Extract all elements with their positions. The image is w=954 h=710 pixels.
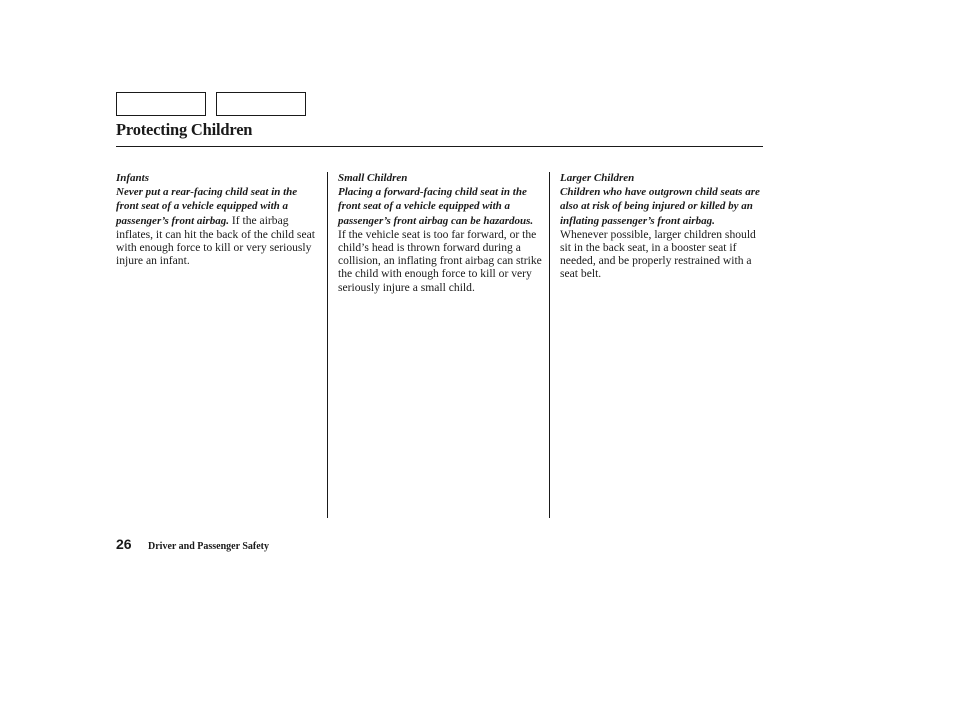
column-warning: Placing a forward-facing child seat in the front seat of a vehicle equipped with a passenger’s front airbag can be hazardous. bbox=[338, 186, 534, 227]
column-heading: Small Children bbox=[338, 172, 408, 184]
footer-section-title: Driver and Passenger Safety bbox=[148, 541, 270, 552]
nav-tab-box-2[interactable] bbox=[216, 92, 306, 116]
column-divider bbox=[549, 172, 550, 518]
column-divider bbox=[327, 172, 328, 518]
column-warning: Children who have outgrown child seats are also at risk of being injured or killed by an inflating passenger’s front airbag. bbox=[560, 186, 760, 227]
column-heading: Infants bbox=[116, 172, 150, 184]
column-body: If the airbag inflates, it can hit the back of the child seat with enough force to kill or very seriously injure an infant. bbox=[116, 213, 315, 268]
page-title: Protecting Children bbox=[116, 120, 253, 139]
title-rule bbox=[116, 146, 763, 147]
nav-tab-box-1[interactable] bbox=[116, 92, 206, 116]
column-larger-children bbox=[560, 172, 763, 281]
column-heading: Larger Children bbox=[560, 172, 635, 184]
column-body: If the vehicle seat is too far forward, or the child’s head is thrown forward during a collision, an inflating front airbag can strike the child with enough force to kill or very seriously injure a small child. bbox=[338, 227, 542, 294]
page-number: 26 bbox=[116, 536, 132, 552]
column-body: Whenever possible, larger children should sit in the back seat, in a booster seat if needed, and be properly restrained with a seat belt. bbox=[560, 227, 756, 281]
column-small-children bbox=[338, 172, 543, 294]
column-warning: Never put a rear-facing child seat in the front seat of a vehicle equipped with a passenger’s front airbag. bbox=[116, 186, 298, 227]
column-infants bbox=[116, 172, 321, 267]
